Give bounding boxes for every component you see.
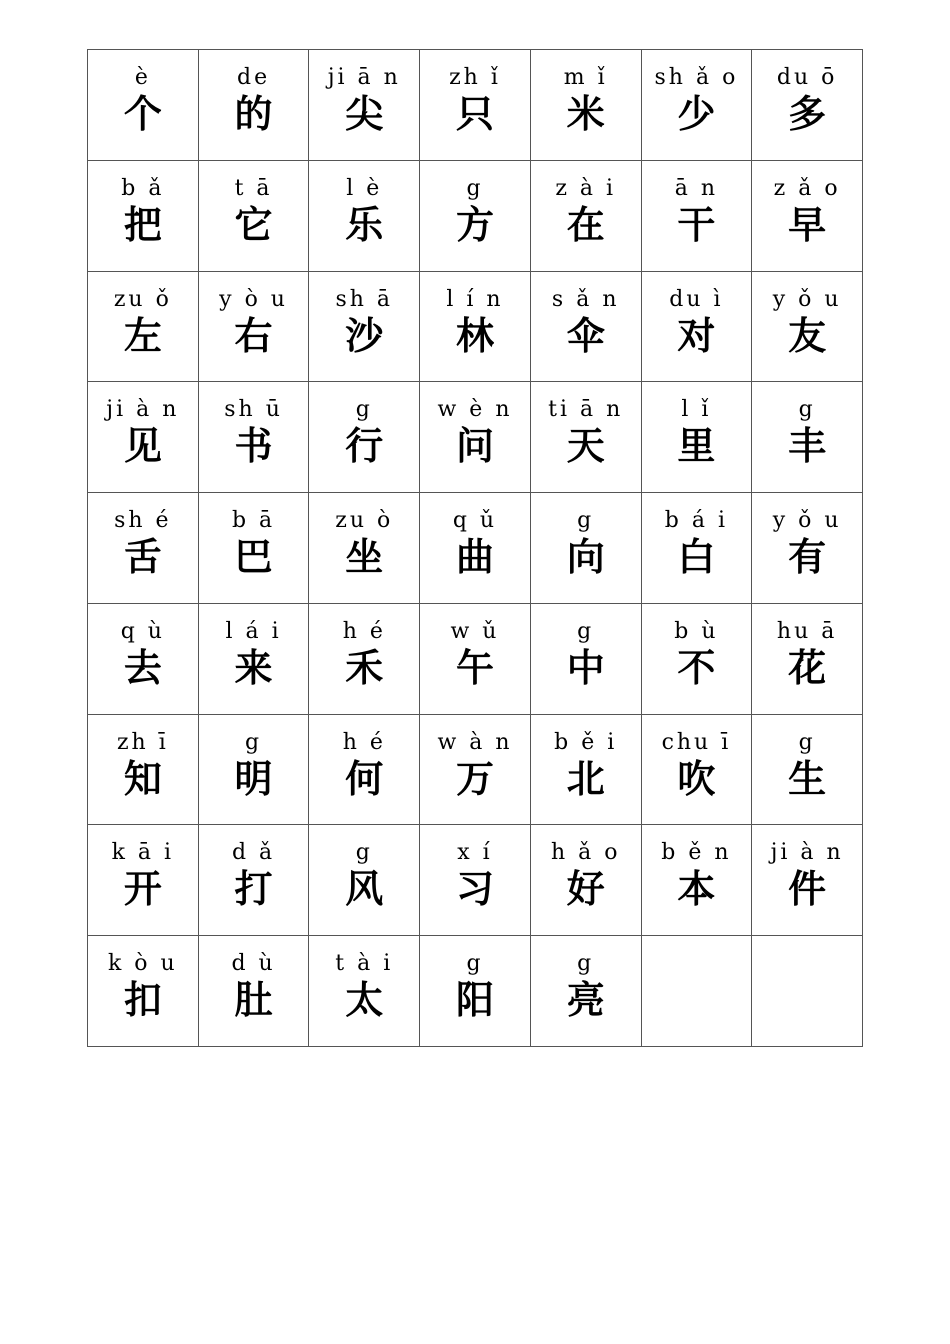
chinese-character: 亮 — [566, 978, 605, 1023]
chinese-character: 方 — [455, 202, 494, 247]
pinyin-label: b ā — [231, 508, 276, 534]
character-cell — [199, 936, 310, 1047]
character-cell — [420, 50, 531, 161]
character-cell — [420, 604, 531, 715]
character-cell — [199, 272, 310, 383]
character-cell — [88, 493, 199, 604]
character-cell — [88, 604, 199, 715]
chinese-character: 早 — [788, 202, 827, 247]
character-cell — [531, 50, 642, 161]
character-cell — [199, 161, 310, 272]
pinyin-label: y ǒ u — [772, 508, 842, 534]
character-cell — [420, 715, 531, 826]
chinese-character: 北 — [566, 756, 605, 801]
character-cell — [199, 825, 310, 936]
character-cell — [531, 493, 642, 604]
chinese-character: 万 — [455, 756, 494, 801]
chinese-character: 开 — [123, 867, 162, 912]
character-cell — [752, 825, 863, 936]
character-cell — [642, 825, 753, 936]
chinese-character: 去 — [123, 645, 162, 690]
chinese-character: 坐 — [345, 535, 384, 580]
pinyin-label: s ǎ n — [551, 286, 620, 312]
pinyin-label: g — [466, 175, 484, 201]
chinese-character: 舌 — [123, 535, 162, 580]
character-cell — [420, 493, 531, 604]
chinese-character: 乐 — [345, 202, 384, 247]
pinyin-label: d ǎ — [231, 840, 276, 866]
pinyin-label: sh ǎ o — [654, 65, 739, 90]
pinyin-label: l á i — [225, 618, 282, 644]
chinese-character: 件 — [788, 867, 827, 912]
character-cell — [752, 715, 863, 826]
chinese-character: 吹 — [677, 756, 716, 801]
chinese-character: 花 — [788, 645, 827, 690]
character-cell — [752, 272, 863, 383]
character-cell — [752, 604, 863, 715]
pinyin-label: b ǎ — [121, 175, 165, 201]
character-cell — [309, 382, 420, 493]
character-cell — [752, 493, 863, 604]
pinyin-label: w à n — [437, 729, 513, 755]
chinese-character: 肚 — [234, 978, 273, 1023]
pinyin-label: b ě n — [661, 840, 732, 866]
pinyin-label: y ò u — [219, 286, 288, 312]
pinyin-label: x í — [457, 840, 493, 866]
chinese-character: 本 — [677, 867, 716, 912]
pinyin-label: h é — [342, 618, 386, 644]
character-cell — [642, 161, 753, 272]
pinyin-label: g — [577, 618, 595, 644]
pinyin-label: g — [355, 397, 373, 423]
character-cell — [642, 50, 753, 161]
pinyin-label: m ǐ — [563, 65, 608, 90]
chinese-character: 米 — [566, 92, 605, 136]
character-cell — [309, 715, 420, 826]
pinyin-label: t à i — [335, 951, 394, 977]
character-grid — [87, 49, 863, 1047]
chinese-character: 有 — [788, 535, 827, 580]
pinyin-label: z à i — [555, 175, 617, 201]
chinese-character: 阳 — [455, 978, 494, 1023]
pinyin-label: g — [245, 729, 263, 755]
character-cell — [88, 272, 199, 383]
chinese-character: 沙 — [345, 313, 384, 358]
character-cell — [642, 382, 753, 493]
pinyin-label: è — [134, 65, 151, 90]
chinese-character: 何 — [345, 756, 384, 801]
pinyin-label: l è — [346, 175, 383, 201]
pinyin-label: q ù — [120, 618, 165, 644]
character-cell — [88, 936, 199, 1047]
character-cell — [642, 272, 753, 383]
character-cell — [199, 715, 310, 826]
chinese-character: 太 — [345, 978, 384, 1023]
pinyin-label: g — [798, 397, 816, 423]
character-cell — [420, 382, 531, 493]
pinyin-label: zh ǐ — [449, 65, 501, 90]
pinyin-label: g — [355, 840, 373, 866]
chinese-character: 右 — [234, 313, 273, 358]
character-cell — [531, 825, 642, 936]
chinese-character: 扣 — [123, 978, 162, 1023]
chinese-character: 天 — [566, 424, 605, 469]
pinyin-label: ji ā n — [327, 65, 401, 90]
pinyin-label: du ì — [669, 286, 724, 312]
pinyin-label: ji à n — [770, 840, 844, 866]
chinese-character: 对 — [677, 313, 716, 358]
character-cell — [420, 161, 531, 272]
pinyin-label: q ǔ — [452, 508, 498, 534]
pinyin-label: sh é — [114, 508, 172, 534]
character-cell — [309, 604, 420, 715]
chinese-character: 习 — [455, 867, 494, 912]
character-cell — [420, 936, 531, 1047]
pinyin-label: sh ū — [224, 397, 283, 423]
character-cell — [531, 272, 642, 383]
chinese-character: 把 — [123, 202, 162, 247]
pinyin-label: zh ī — [116, 729, 169, 755]
chinese-character: 伞 — [566, 313, 605, 358]
chinese-character: 白 — [677, 535, 716, 580]
pinyin-label: g — [798, 729, 816, 755]
character-cell — [88, 50, 199, 161]
character-cell — [642, 936, 753, 1047]
pinyin-label: de — [237, 65, 271, 90]
pinyin-label: l í n — [446, 286, 504, 312]
chinese-character: 左 — [123, 313, 162, 358]
chinese-character: 问 — [455, 424, 494, 469]
chinese-character: 明 — [234, 756, 273, 801]
character-cell — [752, 936, 863, 1047]
character-cell — [752, 50, 863, 161]
chinese-character: 丰 — [788, 424, 827, 469]
chinese-character: 干 — [677, 202, 716, 247]
chinese-character: 生 — [788, 756, 827, 801]
chinese-character: 午 — [455, 645, 494, 690]
character-cell — [420, 272, 531, 383]
pinyin-label: g — [577, 951, 595, 977]
character-cell — [309, 936, 420, 1047]
character-cell — [752, 161, 863, 272]
pinyin-label: zu ò — [335, 508, 394, 534]
chinese-character: 打 — [234, 867, 273, 912]
character-cell — [309, 493, 420, 604]
character-cell — [531, 382, 642, 493]
pinyin-label: d ù — [231, 951, 276, 977]
chinese-character: 巴 — [234, 535, 273, 580]
pinyin-label: ā n — [674, 175, 719, 201]
pinyin-label: g — [466, 951, 484, 977]
character-cell — [309, 50, 420, 161]
character-cell — [531, 161, 642, 272]
chinese-character: 不 — [677, 645, 716, 690]
character-cell — [642, 715, 753, 826]
character-cell — [309, 161, 420, 272]
pinyin-label: h é — [342, 729, 386, 755]
character-cell — [309, 272, 420, 383]
pinyin-label: b ě i — [554, 729, 618, 755]
character-cell — [88, 382, 199, 493]
chinese-character: 好 — [566, 867, 605, 912]
pinyin-label: y ǒ u — [772, 286, 842, 312]
chinese-character: 行 — [345, 424, 384, 469]
chinese-character: 里 — [677, 424, 716, 469]
chinese-character: 知 — [123, 756, 162, 801]
chinese-character: 只 — [455, 92, 494, 136]
chinese-character: 林 — [455, 313, 494, 358]
chinese-character: 在 — [566, 202, 605, 247]
pinyin-label: g — [577, 508, 595, 534]
chinese-character: 书 — [234, 424, 273, 469]
pinyin-label: b á i — [664, 508, 729, 534]
pinyin-label: zu ǒ — [113, 286, 172, 312]
character-cell — [199, 382, 310, 493]
chinese-character: 少 — [677, 92, 716, 136]
chinese-character: 禾 — [345, 645, 384, 690]
character-cell — [531, 936, 642, 1047]
pinyin-label: w ǔ — [450, 618, 500, 644]
character-cell — [420, 825, 531, 936]
character-cell — [642, 604, 753, 715]
chinese-character: 曲 — [455, 535, 494, 580]
chinese-character: 的 — [234, 92, 273, 136]
pinyin-label: chu ī — [661, 729, 732, 755]
character-cell — [531, 715, 642, 826]
chinese-character: 向 — [566, 535, 605, 580]
character-cell — [309, 825, 420, 936]
pinyin-label: ti ā n — [548, 397, 624, 423]
pinyin-label: t ā — [234, 175, 273, 201]
chinese-character: 来 — [234, 645, 273, 690]
character-cell — [88, 715, 199, 826]
pinyin-label: hu ā — [776, 618, 838, 644]
pinyin-label: b ù — [674, 618, 719, 644]
character-cell — [752, 382, 863, 493]
pinyin-label: l ǐ — [681, 397, 712, 423]
character-cell — [531, 604, 642, 715]
chinese-character: 个 — [123, 92, 162, 136]
chinese-character: 风 — [345, 867, 384, 912]
pinyin-label: w è n — [437, 397, 513, 423]
chinese-character: 见 — [123, 424, 162, 469]
chinese-character: 它 — [234, 202, 273, 247]
pinyin-label: k ò u — [107, 951, 178, 977]
character-cell — [642, 493, 753, 604]
chinese-character: 友 — [788, 313, 827, 358]
pinyin-label: z ǎ o — [773, 175, 841, 201]
pinyin-label: sh ā — [335, 286, 394, 312]
pinyin-label: ji à n — [106, 397, 180, 423]
character-cell — [88, 825, 199, 936]
chinese-character: 多 — [788, 92, 827, 136]
character-cell — [199, 50, 310, 161]
chinese-character: 尖 — [345, 92, 384, 136]
character-cell — [199, 604, 310, 715]
pinyin-label: h ǎ o — [550, 840, 621, 866]
character-cell — [88, 161, 199, 272]
pinyin-label: k ā i — [111, 840, 175, 866]
character-cell — [199, 493, 310, 604]
pinyin-label: du ō — [776, 65, 838, 90]
chinese-character: 中 — [566, 645, 605, 690]
